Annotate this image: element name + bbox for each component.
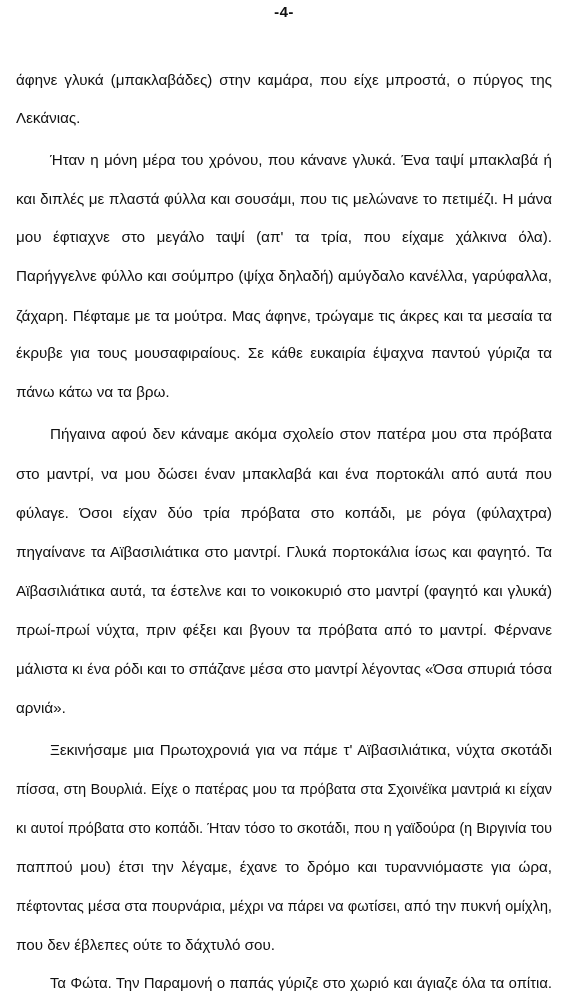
text-line: πέφτοντας μέσα στα πουρνάρια, μέχρι να πάρει να φωτίσει, από την πυκνή ομίχλη, [16,899,552,915]
text-line: και διπλές με πλαστά φύλλα και σουσάμι, που τις μελώνανε το πετιμέζι. Η μάνα [16,191,552,208]
text-line: πάνω κάτω να τα βρω. [16,384,170,401]
text-line: έκρυβε για τους μουσαφιραίους. Σε κάθε ευκαιρία έψαχνα παντού γύριζα τα [16,345,552,362]
text-line: που δεν έβλεπες ούτε το δάχτυλό σου. [16,937,276,954]
text-line: πηγαίνανε τα Αϊβασιλιάτικα στο μαντρί. Γλυκά πορτοκάλια ίσως και φαγητό. Τα [16,544,552,561]
text-line: κι αυτοί πρόβατα στο κοπάδι. Ήταν τόσο το σκοτάδι, που η γαϊδούρα (η Βιργινία του [16,821,552,837]
text-line: Πήγαινα αφού δεν κάναμε ακόμα σχολείο στον πατέρα μου στα πρόβατα [50,426,552,443]
page-number: -4- [274,4,294,21]
text-line: άφηνε γλυκά (μπακλαβάδες) στην καμάρα, που είχε μπροστά, ο πύργος της [16,72,552,89]
text-line: ζάχαρη. Πέφταμε με τα μούτρα. Μας άφηνε, τρώγαμε τις άκρες και τα μεσαία τα [16,308,552,325]
text-line: Τα Φώτα. Την Παραμονή ο παπάς γύριζε στο χωριό και άγιαζε όλα τα οπίτια. [50,976,552,992]
text-line: πρωί-πρωί νύχτα, πριν φέξει και βγουν τα πρόβατα από το μαντρί. Φέρνανε [16,622,552,639]
text-line: φύλαγε. Όσοι είχαν δύο τρία πρόβατα στο κοπάδι, με ρόγα (φύλαχτρα) [16,505,552,522]
text-line: Ξεκινήσαμε μια Πρωτοχρονιά για να πάμε τ' Αϊβασιλιάτικα, νύχτα σκοτάδι [50,742,552,759]
text-line: μου έφτιαχνε στο μεγάλο ταψί (απ' τα τρία, που είχαμε χάλκινα όλα). [16,229,552,246]
text-line: Αϊβασιλιάτικα αυτά, τα έστελνε και το νοικοκυριό στο μαντρί (φαγητό και γλυκά) [16,583,552,600]
text-line: μάλιστα κι ένα ρόδι και το σπάζανε μέσα στο μαντρί λέγοντας «Όσα σπυριά τόσα [16,661,552,678]
text-line: Παρήγγελνε φύλλο και σούμπρο (ψίχα δηλαδή) αμύγδαλο κανέλλα, γαρύφαλλα, [16,268,552,285]
text-line: πίσσα, στη Βουρλιά. Είχε ο πατέρας μου τα πρόβατα στα Σχοινέϊκα μαντριά κι είχαν [16,782,552,798]
text-line: παππού μου) έτσι την λέγαμε, έχανε το δρόμο και τυραννιόμαστε για ώρα, [16,859,552,876]
text-line: Λεκάνιας. [16,110,81,127]
text-line: αρνιά». [16,700,66,717]
text-line: Ήταν η μόνη μέρα του χρόνου, που κάνανε γλυκά. Ένα ταψί μπακλαβά ή [50,152,552,169]
text-line: στο μαντρί, να μου δώσει έναν μπακλαβά και ένα πορτοκάλι από αυτά που [16,466,552,483]
